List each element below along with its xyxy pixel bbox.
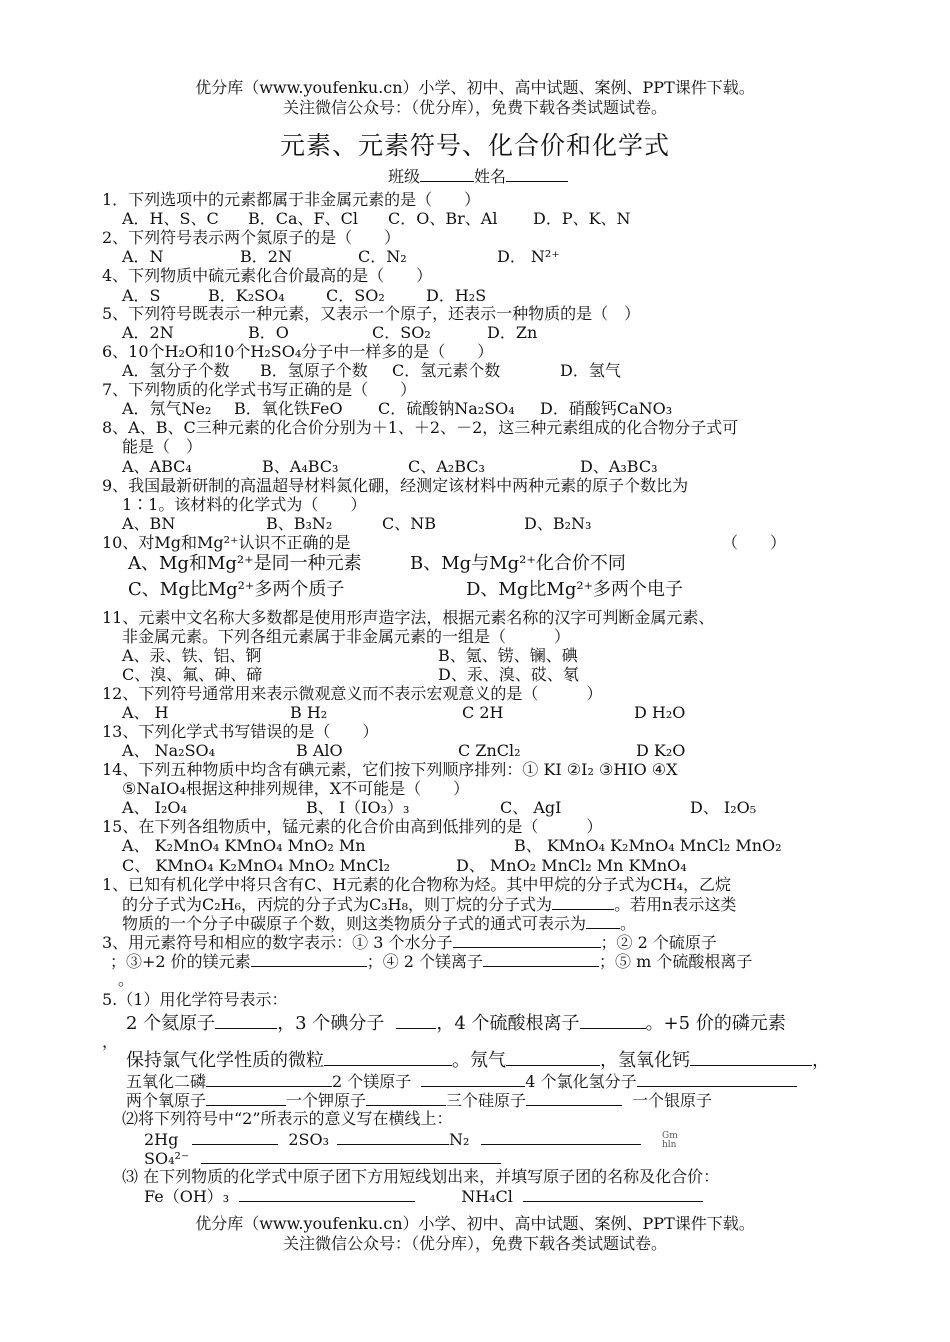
fill5-line-9 <box>144 1148 501 1168</box>
q12-option: D H₂O <box>634 703 686 722</box>
q2-option: A．N <box>122 247 164 266</box>
q1-option: A．H、S、C <box>122 209 219 228</box>
calcium-hydroxide-blank[interactable] <box>690 1050 812 1066</box>
fill3-text: ；③+2 价的镁元素 <box>110 952 251 971</box>
q6-option: D．氢气 <box>560 361 621 380</box>
q11-option: C、溴、氟、砷、碲 <box>122 665 263 684</box>
q4-stem: 4、下列物质中硫元素化合价最高的是（ ） <box>102 266 433 285</box>
q4-option: A．S <box>122 286 161 305</box>
so4-meaning-blank[interactable] <box>201 1148 501 1164</box>
q7-option: B．氧化铁FeO <box>234 399 343 418</box>
symbol-2hg: 2Hg <box>144 1130 179 1149</box>
q8-option: B、A₄BC₃ <box>262 457 339 476</box>
q7-option: D．硝酸钙CaNO₃ <box>540 399 673 418</box>
q8-option: C、A₂BC₃ <box>408 457 485 476</box>
general-formula-blank[interactable] <box>586 913 620 929</box>
q12-stem: 12、下列符号通常用来表示微观意义而不表示宏观意义的是（ ） <box>102 684 603 703</box>
fill5-text: ，3 个碘分子 <box>277 1013 385 1034</box>
q4-option: C．SO₂ <box>326 286 385 305</box>
header-line-2: 关注微信公众号：（优分库），免费下载各类试题试卷。 <box>282 98 667 117</box>
fill3-text: ；⑤ m 个硫酸根离子 <box>599 952 753 971</box>
fill5-text: ，氢氧化钙 <box>600 1050 690 1071</box>
fill5-heading: 5.（1）用化学符号表示： <box>102 990 288 1009</box>
q9-stem-cont: 1∶1。该材料的化学式为（ ） <box>122 495 367 514</box>
q9-option: A、BN <box>122 514 176 533</box>
fill5-text: 一个银原子 <box>632 1091 713 1110</box>
q9-option: B、B₃N₂ <box>266 514 333 533</box>
page-title: 元素、元素符号、化合价和化学式 <box>279 131 670 160</box>
q9-option: D、B₂N₃ <box>524 514 592 533</box>
q12-option: A、 H <box>122 703 169 722</box>
fill1-text: 。若用n表示这类 <box>614 895 737 914</box>
fill1-line-1: 1、已知有机化学中将只含有C、H元素的化合物称为烃。其中甲烷的分子式为CH₄，乙烷 <box>102 875 731 894</box>
q10-stem: 10、对Mg和Mg²⁺认识不正确的是 <box>102 533 351 552</box>
fill5-text: 。氖气 <box>452 1050 506 1071</box>
q10-option-d: D、Mg比Mg²⁺多两个电子 <box>466 579 684 600</box>
nh4cl-group-blank[interactable] <box>523 1186 703 1202</box>
q14-stem: 14、下列五种物质中均含有碘元素，它们按下列顺序排列：① KI ②I₂ ③HIO ④X <box>102 760 678 779</box>
n2-meaning-blank[interactable] <box>481 1129 641 1145</box>
fill5-line-3: ， <box>102 1032 119 1051</box>
fill3-line-3: 。 <box>118 970 135 989</box>
q10-option-c: C、Mg比Mg²⁺多两个质子 <box>128 579 345 600</box>
q14-option: D、 I₂O₅ <box>690 798 757 817</box>
q14-option: C、 AgI <box>500 798 562 817</box>
fill5-text: 。+5 价的磷元素 <box>645 1013 786 1034</box>
q15-option: D、 MnO₂ MnCl₂ Mn KMnO₄ <box>456 856 687 875</box>
q13-stem: 13、下列化学式书写错误的是（ ） <box>102 722 379 741</box>
q2-option: D． N²⁺ <box>497 247 560 266</box>
q8-option: A、ABC₄ <box>122 457 192 476</box>
q5-option: A．2N <box>122 323 174 342</box>
fill1-text: 。 <box>620 914 637 933</box>
q2-option: C．N₂ <box>358 247 407 266</box>
q14-stem-cont: ⑤NaIO₄根据这种排列规律，X不可能是（ ） <box>122 779 470 798</box>
fill3-text: ；④ 2 个镁离子 <box>366 952 484 971</box>
fill5-line-5 <box>126 1071 797 1091</box>
butane-formula-blank[interactable] <box>552 894 614 910</box>
q5-option: B．O <box>248 323 289 342</box>
q6-option: C．氢元素个数 <box>392 361 501 380</box>
q10-option-a: A、Mg和Mg²⁺是同一种元素 <box>128 553 362 574</box>
q13-option: A、 Na₂SO₄ <box>122 741 216 760</box>
symbol-2so3: 2SO₃ <box>288 1130 330 1149</box>
fill3-line-1 <box>102 932 717 952</box>
mg-ions-blank[interactable] <box>483 951 599 967</box>
q13-option: C ZnCl₂ <box>458 741 521 760</box>
fill5-line-6 <box>126 1090 712 1110</box>
q12-option: B H₂ <box>290 703 328 722</box>
q2-option: B．2N <box>240 247 292 266</box>
hcl-molecules-blank[interactable] <box>637 1071 797 1087</box>
q15-stem: 15、在下列各组物质中，锰元素的化合价由高到低排列的是（ ） <box>102 817 603 836</box>
q4-option: D．H₂S <box>426 286 487 305</box>
fill5-text: 五氧化二磷 <box>126 1072 207 1091</box>
q9-stem: 9、我国最新研制的高温超导材料氮化硼，经测定该材料中两种元素的原子个数比为 <box>102 476 689 495</box>
mg-valence-blank[interactable] <box>251 951 367 967</box>
fill5-part3-heading: ⑶ 在下列物质的化学式中原子团下方用短线划出来，并填写原子团的名称及化合价： <box>122 1167 720 1186</box>
class-label: 班级 <box>388 167 421 186</box>
fill1-text: 的分子式为C₂H₆，丙烷的分子式为C₃H₈，则丁烷的分子式为 <box>122 895 553 914</box>
chlorine-particle-blank[interactable] <box>324 1050 452 1066</box>
q11-option: B、氪、铹、镧、碘 <box>438 646 578 665</box>
q5-option: D．Zn <box>487 323 538 342</box>
class-blank[interactable] <box>420 166 474 182</box>
q15-option: C、 KMnO₄ K₂MnO₄ MnO₂ MnCl₂ <box>122 856 391 875</box>
k-atom-blank[interactable] <box>366 1090 446 1106</box>
q14-option: A、 I₂O₄ <box>122 798 187 817</box>
q8-option: D、A₃BC₃ <box>580 457 658 476</box>
fe-oh-3-group-blank[interactable] <box>239 1186 415 1202</box>
q7-stem: 7、下列物质的化学式书写正确的是（ ） <box>102 380 417 399</box>
q1-stem: 1．下列选项中的元素都属于非金属元素的是（ ） <box>102 190 481 209</box>
q8-stem: 8、A、B、C三种元素的化合价分别为＋1、＋2、－2，这三种元素组成的化合物分子式可 <box>102 418 739 437</box>
q8-stem-cont: 能是（ ） <box>122 437 203 456</box>
fill5-line-2 <box>126 1013 786 1033</box>
o-atoms-blank[interactable] <box>206 1090 286 1106</box>
q6-option: B．氢原子个数 <box>260 361 368 380</box>
q10-answer-paren[interactable]: （ ） <box>722 533 787 552</box>
q6-option: A．氢分子个数 <box>122 361 230 380</box>
fill5-text: ，4 个硫酸根离子 <box>436 1013 580 1034</box>
2hg-meaning-blank[interactable] <box>192 1129 278 1145</box>
neon-blank[interactable] <box>506 1050 600 1066</box>
q14-option: B、 I（IO₃）₃ <box>306 798 410 817</box>
q11-stem: 11、元素中文名称大多数都是使用形声造字法，根据元素名称的汉字可判断金属元素、 <box>102 608 715 627</box>
2so3-meaning-blank[interactable] <box>337 1129 449 1145</box>
class-name-row <box>388 166 568 186</box>
sulfate-ions-blank[interactable] <box>580 1013 646 1029</box>
q2-stem: 2、下列符号表示两个氮原子的是（ ） <box>102 228 401 247</box>
fill3-line-2 <box>110 951 752 971</box>
fill5-text: 保持氯气化学性质的微粒 <box>126 1050 324 1071</box>
name-blank[interactable] <box>506 166 568 182</box>
q15-option: A、 K₂MnO₄ KMnO₄ MnO₂ Mn <box>122 836 366 855</box>
q1-option: D．P、K、N <box>533 209 631 228</box>
q4-option: B．K₂SO₄ <box>208 286 285 305</box>
name-label: 姓名 <box>474 167 507 186</box>
formula-fe-oh-3: Fe（OH）₃ <box>144 1187 230 1206</box>
q13-option: B AlO <box>296 741 343 760</box>
fill5-part2-heading: ⑵将下列符号中“2”所表示的意义写在横线上： <box>122 1109 453 1128</box>
p2o5-blank[interactable] <box>206 1071 332 1087</box>
fill5-line-4 <box>126 1050 830 1070</box>
symbol-so4: SO₄²⁻ <box>144 1149 190 1168</box>
q10-option-b: B、Mg与Mg²⁺化合价不同 <box>410 553 626 574</box>
fill5-line-8 <box>144 1129 641 1149</box>
q12-option: C 2H <box>462 703 504 722</box>
fill5-text: 三个硅原子 <box>446 1091 527 1110</box>
q5-option: C．SO₂ <box>372 323 431 342</box>
header-line-1: 优分库（www.youfenku.cn）小学、初中、高中试题、案例、PPT课件下载。 <box>195 78 755 97</box>
iodine-molecules-blank[interactable] <box>396 1013 436 1029</box>
q11-option: A、汞、铁、铝、锕 <box>122 646 262 665</box>
q1-option: B．Ca、F、Cl <box>248 209 359 228</box>
fill5-line-11 <box>144 1186 703 1206</box>
fill5-text: 2 个氦原子 <box>126 1013 216 1034</box>
footer-line-1: 优分库（www.youfenku.cn）小学、初中、高中试题、案例、PPT课件下载。 <box>195 1214 755 1233</box>
q13-option: D K₂O <box>636 741 686 760</box>
tiny-artifact-text: Gm hln <box>662 1131 678 1150</box>
fill5-text: 两个氧原子 <box>126 1091 207 1110</box>
fill3-text: 3、用元素符号和相应的数字表示：① 3 个水分子 <box>102 933 453 952</box>
symbol-n2: N₂ <box>449 1130 470 1149</box>
formula-nh4cl: NH₄Cl <box>461 1187 513 1206</box>
q7-option: A．氖气Ne₂ <box>122 399 212 418</box>
q5-stem: 5、下列符号既表示一种元素，又表示一个原子，还表示一种物质的是（ ） <box>102 304 641 323</box>
q6-stem: 6、10个H₂O和10个H₂SO₄分子中一样多的是（ ） <box>102 342 494 361</box>
fill5-text: ， <box>812 1050 830 1071</box>
q1-option: C．O、Br、Al <box>388 209 498 228</box>
mg-atoms-blank[interactable] <box>421 1071 525 1087</box>
fill1-line-2 <box>122 894 736 914</box>
fill1-line-3 <box>122 913 636 933</box>
fill5-text: 一个钾原子 <box>286 1091 367 1110</box>
q9-option: C、NB <box>382 514 437 533</box>
fill1-text: 物质的一个分子中碳原子个数，则这类物质分子式的通式可表示为 <box>122 914 587 933</box>
q7-option: C．硫酸钠Na₂SO₄ <box>378 399 515 418</box>
water-molecules-blank[interactable] <box>453 932 601 948</box>
q15-option: B、 KMnO₄ K₂MnO₄ MnCl₂ MnO₂ <box>514 836 782 855</box>
q11-option: D、汞、溴、砹、氡 <box>438 665 579 684</box>
q11-stem-cont: 非金属元素。下列各组元素属于非金属元素的一组是（ ） <box>122 627 571 646</box>
footer-line-2: 关注微信公众号：（优分库），免费下载各类试题试卷。 <box>282 1234 667 1253</box>
fill5-text: 4 个氯化氢分子 <box>525 1072 637 1091</box>
fill3-text: ；② 2 个硫原子 <box>600 933 717 952</box>
he-atoms-blank[interactable] <box>215 1013 277 1029</box>
si-atoms-blank[interactable] <box>526 1090 622 1106</box>
fill5-text: 2 个镁原子 <box>332 1072 412 1091</box>
